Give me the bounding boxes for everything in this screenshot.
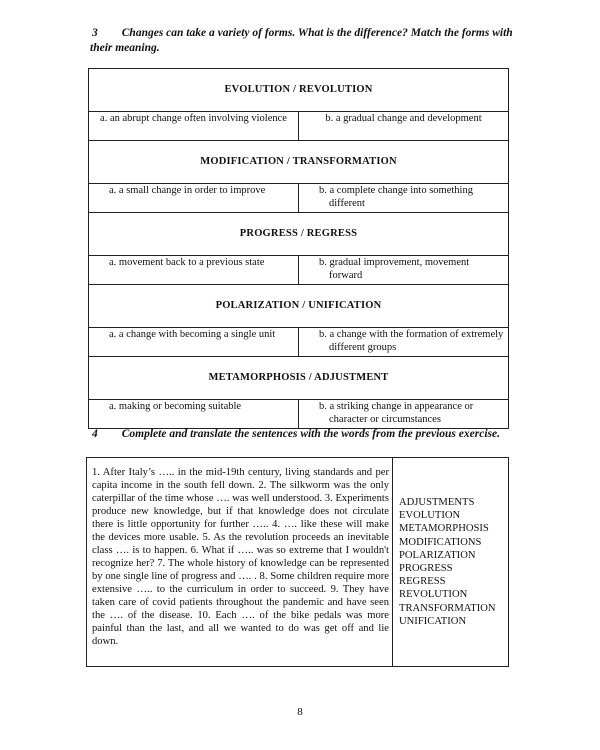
word-bank-item: REGRESS [399,576,446,588]
word-bank-item: MODIFICATIONS [399,536,482,548]
exercise3-number: 3 [92,27,98,39]
exercise3-title-line1: Changes can take a variety of forms. What is the difference? Match the forms with [121,27,513,39]
exercise4-title [92,428,552,440]
group-header: METAMORPHOSIS / ADJUSTMENT [89,357,509,400]
word-bank-item: POLARIZATION [399,549,476,561]
option-b: b. gradual improvement, movement forward [299,256,509,285]
word-bank-item: ADJUSTMENTS [399,497,475,508]
word-bank-item: TRANSFORMATION [399,602,496,614]
word-bank-item: METAMORPHOSIS [399,523,489,535]
group-header: MODIFICATION / TRANSFORMATION [89,141,509,184]
page-number: 8 [297,706,303,718]
option-a: a. a change with becoming a single unit [89,328,299,357]
option-b: b. a change with the formation of extremely different groups [299,328,509,357]
word-bank [393,458,509,667]
sentences-cell: 1. After Italy’s ….. in the mid-19th century, living standards and per capita income in the south fell down. 2. The silkworm was the only caterpillar of the time whose …. was well understood. 3. Experiments produce new knowledge, but if that knowledge does not circulate there is little opportunity for further ….. 4. …. like these will make the devices more usable. 5. As the revolution proceeds an inevitable class …. is to happen. 6. What if ….. was so extreme that I wouldn't recognize her? 7. The whole history of knowledge can be represented by one single line of progress and …. . 8. Some children require more extensive ….. to the curriculum in order to succeed. 9. They have taken care of covid patients throughout the pandemic and have seen the …. of the disease. 10. Each …. of the bike pedals was more painful than the last, and all we wanted to do was get off and lie down. [87,458,393,667]
word-bank-item: EVOLUTION [399,510,461,522]
word-bank-item: UNIFICATION [399,615,467,627]
option-a: a. a small change in order to improve [89,184,299,213]
fill-in-table [86,457,509,667]
exercise4-number: 4 [92,428,98,440]
group-header: EVOLUTION / REVOLUTION [89,69,509,112]
exercise4-title-text: Complete and translate the sentences with the words from the previous exercise. [121,428,500,440]
word-bank-item: REVOLUTION [399,589,468,601]
option-b: b. a complete change into something different [299,184,509,213]
group-header: PROGRESS / REGRESS [89,213,509,256]
word-bank-item: PROGRESS [399,563,453,575]
option-a: a. making or becoming suitable [89,400,299,429]
exercise3-title [92,26,532,56]
exercise3-title-line2: their meaning. [90,42,160,54]
option-a: a. movement back to a previous state [89,256,299,285]
option-a: a. an abrupt change often involving violence [89,112,299,141]
matching-table [88,68,509,429]
option-b: b. a striking change in appearance or character or circumstances [299,400,509,429]
group-header: POLARIZATION / UNIFICATION [89,285,509,328]
option-b: b. a gradual change and development [299,112,509,141]
